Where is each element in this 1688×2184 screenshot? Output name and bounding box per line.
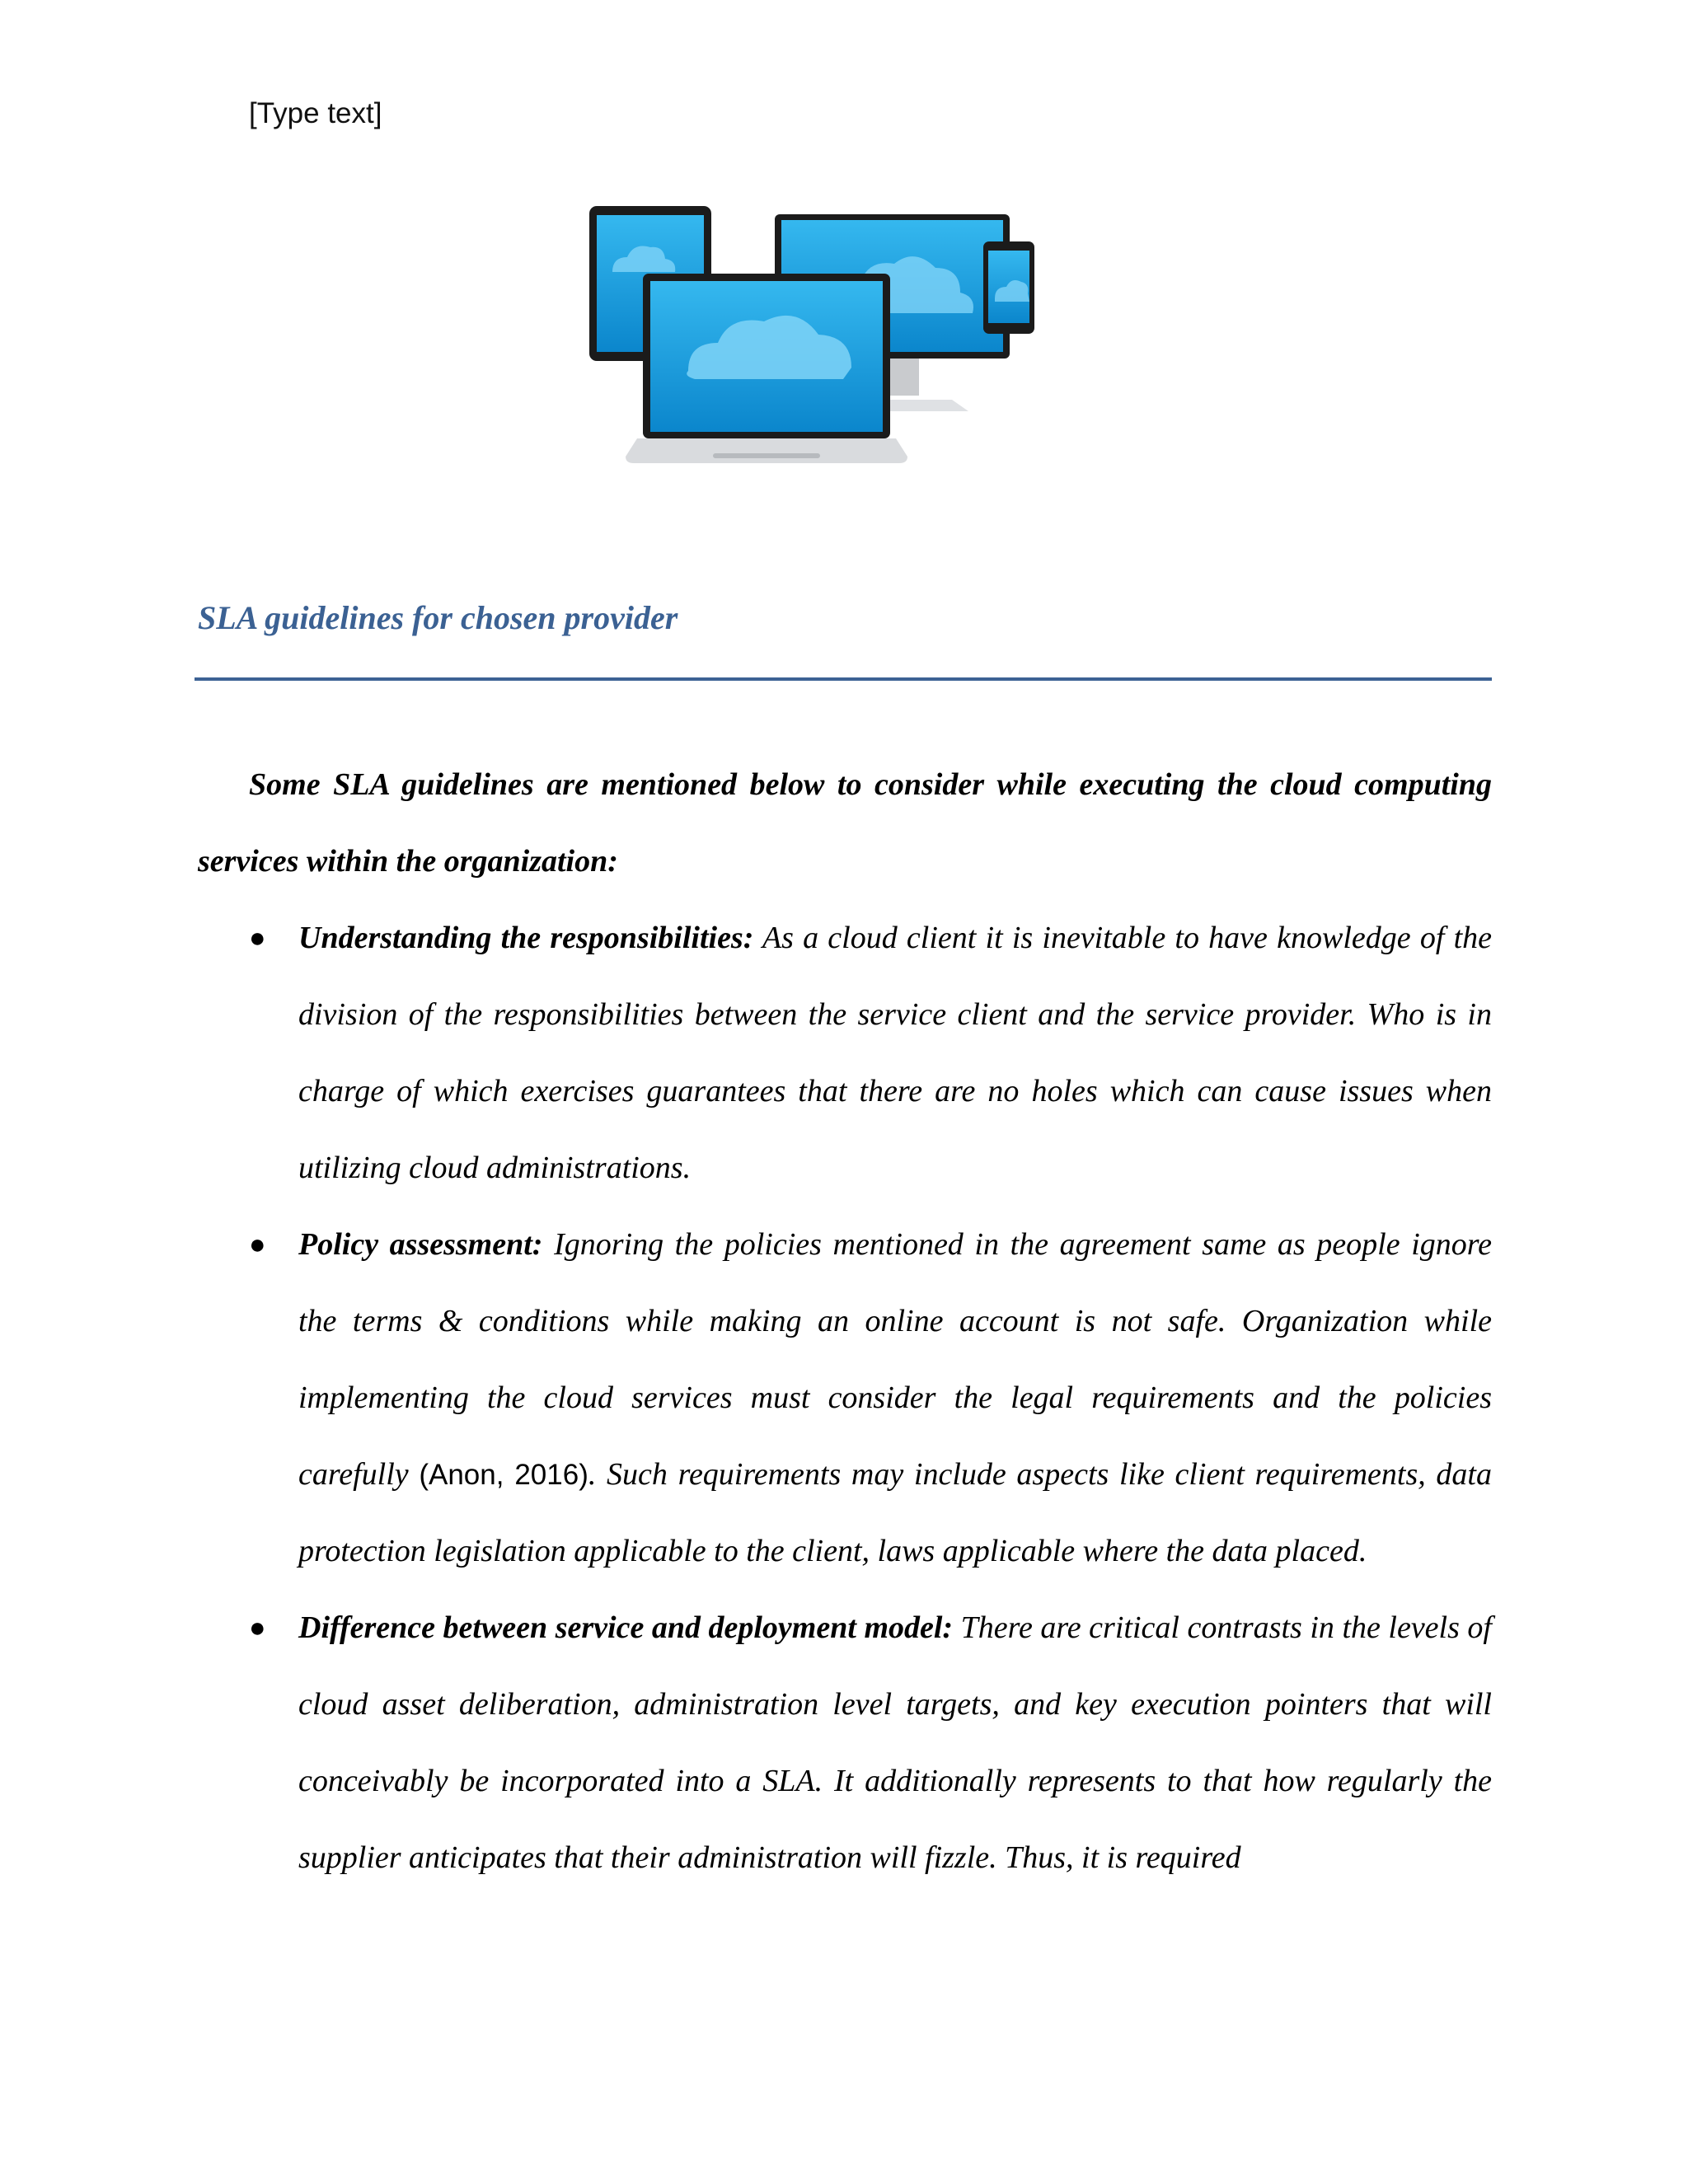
guideline-list [198, 900, 1492, 1896]
list-item [198, 1207, 1492, 1590]
bullet-text: Ignoring the policies mentioned in the agreement same as people ignore the terms & conditions while making an online account is not safe. Organization while implementing the cloud services must consider the legal requirements and the policies carefully [298, 1227, 1492, 1492]
list-item [198, 1590, 1492, 1896]
document-body [198, 747, 1492, 1896]
citation: (Anon, 2016) [419, 1459, 588, 1491]
section-heading: SLA guidelines for chosen provider [198, 599, 678, 636]
bullet-text: There are critical contrasts in the levels of cloud asset deliberation, administration level targets, and key execution pointers that will conceivably be incorporated into a SLA. It additionally represents to that how regularly the supplier anticipates that their administration will fizzle. Thus, it is required [298, 1610, 1492, 1875]
phone-icon [983, 241, 1034, 334]
bullet-text: As a cloud client it is inevitable to have knowledge of the division of the responsibilities between the service client and the service provider. Who is in charge of which exercises guarantees that there are no holes which can cause issues when utilizing cloud administrations. [298, 921, 1492, 1185]
intro-paragraph: Some SLA guidelines are mentioned below to consider while executing the cloud computing services within the organization: [198, 767, 1492, 879]
bullet-icon: ● [249, 1230, 266, 1260]
bullet-text-continued: . Such requirements may include aspects like client requirements, data protection legislation applicable to the client, laws applicable where the data placed. [298, 1457, 1492, 1568]
bullet-term: Difference between service and deployment model: [298, 1610, 954, 1645]
bullet-icon: ● [249, 1613, 266, 1643]
cloud-devices-illustration [589, 206, 1051, 478]
header-placeholder-text: [Type text] [249, 97, 382, 129]
bullet-icon: ● [249, 923, 266, 954]
laptop-icon [626, 274, 907, 463]
bullet-term: Understanding the responsibilities: [298, 921, 754, 955]
heading-rule [195, 677, 1492, 681]
list-item [198, 900, 1492, 1207]
bullet-term: Policy assessment: [298, 1227, 543, 1262]
